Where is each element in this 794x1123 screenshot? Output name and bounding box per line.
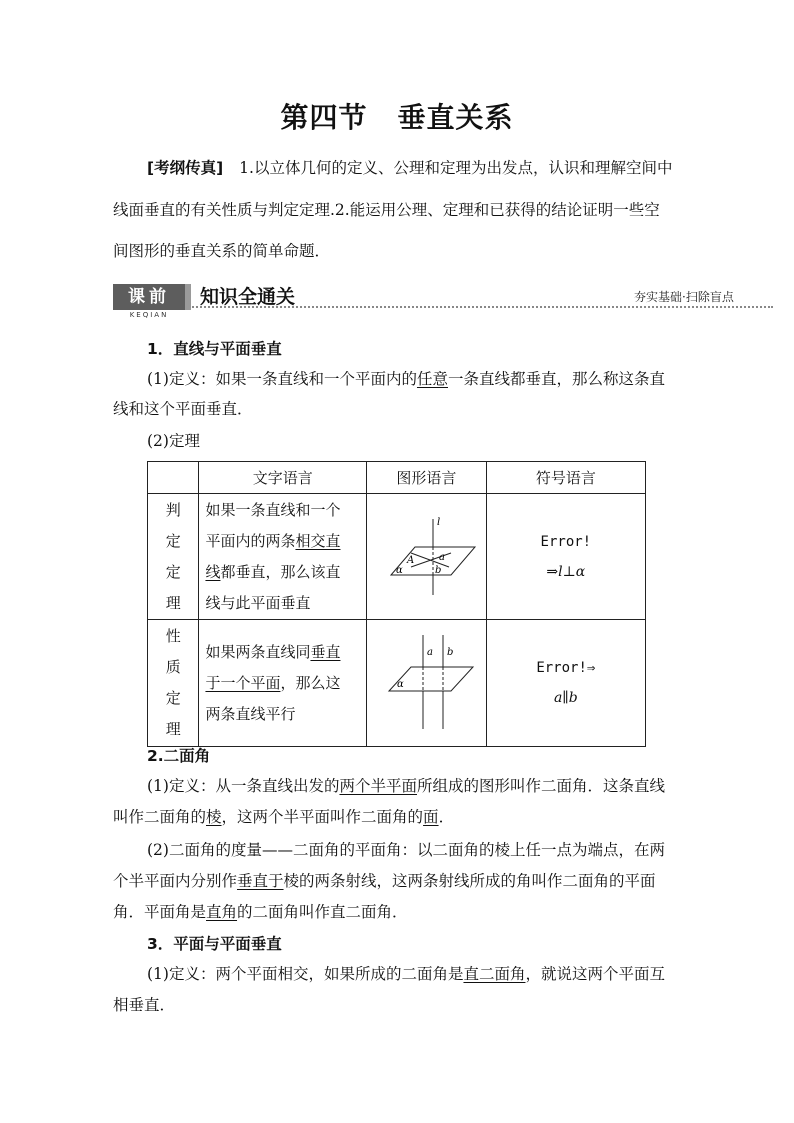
s1-def-line2: 线和这个平面垂直． xyxy=(113,400,253,418)
s3-line2: 相垂直． xyxy=(113,996,176,1014)
theorem-table xyxy=(147,461,646,747)
row-label-property: 性 质 定 理 xyxy=(148,620,199,747)
intro-line2: 线面垂直的有关性质与判定定理.2.能运用公理、定理和已获得的结论证明一些空 xyxy=(113,201,660,219)
svg-text:α: α xyxy=(396,564,404,576)
intro-line1: [考纲传真] 1.以立体几何的定义、公理和定理为出发点，认识和理解空间中 xyxy=(147,159,673,177)
banner-right-text: 夯实基础·扫除盲点 xyxy=(634,290,734,304)
row-figure-property xyxy=(367,620,487,747)
row-label-judgment: 判 定 定 理 xyxy=(148,494,199,620)
table-header-symbol: 符号语言 xyxy=(486,462,645,494)
svg-text:α: α xyxy=(397,679,405,690)
row-symbol-judgment: Error! ⇒l⊥α xyxy=(486,494,645,620)
row-text-property: 如果两条直线同垂直 于一个平面，那么这 两条直线平行 xyxy=(199,620,367,747)
table-header-empty xyxy=(148,462,199,494)
banner-badge-shadow xyxy=(185,284,191,310)
svg-text:b: b xyxy=(447,647,454,658)
section3-heading: 3．平面与平面垂直 xyxy=(147,935,282,953)
banner-badge: 课前 xyxy=(113,284,185,310)
row-symbol-property: Error!⇒ a∥b xyxy=(486,620,645,747)
svg-text:A: A xyxy=(407,554,415,566)
s2-line5: 角．平面角是直角的二面角叫作直二面角． xyxy=(113,903,408,921)
s2-line1: (1)定义：从一条直线出发的两个半平面所组成的图形叫作二面角．这条直线 xyxy=(147,777,665,795)
intro-line3: 间图形的垂直关系的简单命题． xyxy=(113,242,331,260)
underline-term: 任意 xyxy=(416,370,448,388)
svg-text:a: a xyxy=(427,647,434,658)
page-title xyxy=(0,96,794,136)
s2-line2: 叫作二面角的棱，这两个半平面叫作二面角的面． xyxy=(113,808,455,826)
row-text-judgment: 如果一条直线和一个 平面内的两条相交直 线都垂直，那么该直 线与此平面垂直 xyxy=(199,494,367,620)
s1-theorem-label: (2)定理 xyxy=(147,432,200,450)
line-plane-perpendicular-diagram xyxy=(371,505,481,605)
section1-heading: 1．直线与平面垂直 xyxy=(147,340,282,358)
table-header-row xyxy=(148,462,646,494)
svg-text:a: a xyxy=(439,551,446,563)
s2-line4: 个半平面内分别作垂直于棱的两条射线，这两条射线所成的角叫作二面角的平面 xyxy=(113,872,656,890)
s1-def-line1: (1)定义：如果一条直线和一个平面内的任意一条直线都垂直，那么称这条直 xyxy=(147,370,665,388)
intro-tag: [考纲传真] xyxy=(147,159,224,177)
table-header-figure: 图形语言 xyxy=(367,462,487,494)
parallel-lines-diagram xyxy=(371,625,481,737)
s3-line1: (1)定义：两个平面相交，如果所成的二面角是直二面角，就说这两个平面互 xyxy=(147,965,665,983)
section2-heading: 2.二面角 xyxy=(147,747,211,765)
table-header-text: 文字语言 xyxy=(199,462,367,494)
banner-title: 知识全通关 xyxy=(200,286,296,308)
title-part1: 第四节 xyxy=(280,101,368,134)
banner-badge-sub: KEQIAN xyxy=(129,311,169,319)
s2-line3: (2)二面角的度量——二面角的平面角：以二面角的棱上任一点为端点，在两 xyxy=(147,841,665,859)
table-row xyxy=(148,494,646,620)
svg-text:l: l xyxy=(437,516,441,528)
row-figure-judgment xyxy=(367,494,487,620)
title-part2: 垂直关系 xyxy=(397,101,514,134)
table-row xyxy=(148,620,646,747)
svg-text:b: b xyxy=(435,564,442,576)
